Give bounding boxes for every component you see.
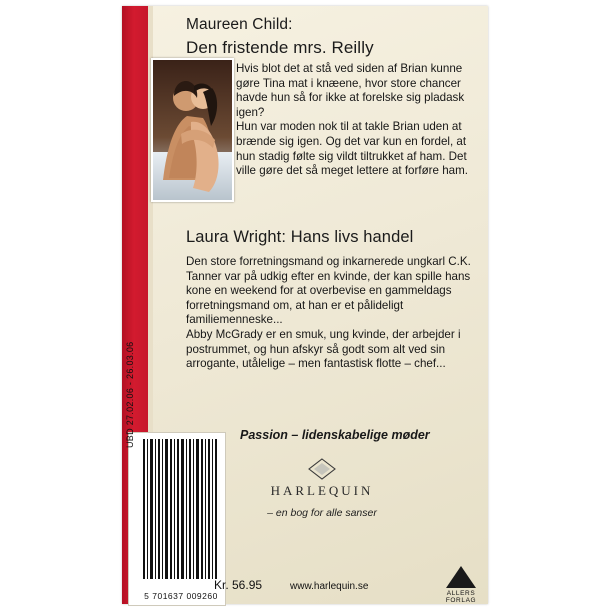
story-1-paragraph-2: Hun var moden nok til at takle Brian uden at brænde sig igen. Og det var kun en fordel, at hun stadig følte sig vildt tiltrukket af ham. Det ville gøre det så meget lettere at forføre ham.	[236, 120, 468, 178]
harlequin-logo	[262, 458, 382, 519]
story-1-blurb	[236, 62, 486, 179]
couple-embracing-illustration	[151, 58, 234, 202]
story-1-author: Maureen Child:	[186, 16, 293, 33]
barcode-side-text: UBD 27.02.06 - 26.03.06	[125, 341, 135, 448]
price-label: Kr. 56.95	[214, 578, 263, 592]
barcode	[128, 432, 226, 606]
harlequin-diamond-icon	[305, 458, 339, 480]
series-tagline: Passion – lidenskabelige møder	[240, 428, 430, 442]
publisher-name: ALLERS FORLAG	[445, 590, 477, 604]
barcode-bars	[143, 439, 217, 579]
story-2-heading: Laura Wright: Hans livs handel	[186, 228, 414, 246]
story-2-paragraph-1: Den store forretningsmand og inkarnerede ungkarl C.K. Tanner var på udkig efter en kvinde, der kan spille hans kone en weekend for at overbevise en gammeldags forretningsmand om, at han er et pålideligt familiemenneske...	[186, 255, 471, 327]
website-url[interactable]: www.harlequin.se	[290, 581, 369, 592]
story-2-blurb	[186, 255, 486, 372]
triangle-logo-icon	[446, 566, 476, 588]
publisher-logo	[438, 566, 484, 604]
harlequin-subtitle: – en bog for alle sanser	[267, 507, 377, 519]
harlequin-wordmark: HARLEQUIN	[270, 483, 374, 498]
story-1-paragraph-1: Hvis blot det at stå ved siden af Brian kunne gøre Tina mat i knæene, hvor store chancer havde hun så for ikke at forelske sig pladask igen?	[236, 62, 465, 119]
story-1-title: Den fristende mrs. Reilly	[186, 38, 374, 57]
barcode-digits: 5 701637 009260	[144, 591, 218, 601]
story-2-paragraph-2: Abby McGrady er en smuk, ung kvinde, der arbejder i postrummet, og hun afskyr så godt som alt ved sin arrogante, utålelige – men fantastisk flotte – chef...	[186, 327, 461, 371]
